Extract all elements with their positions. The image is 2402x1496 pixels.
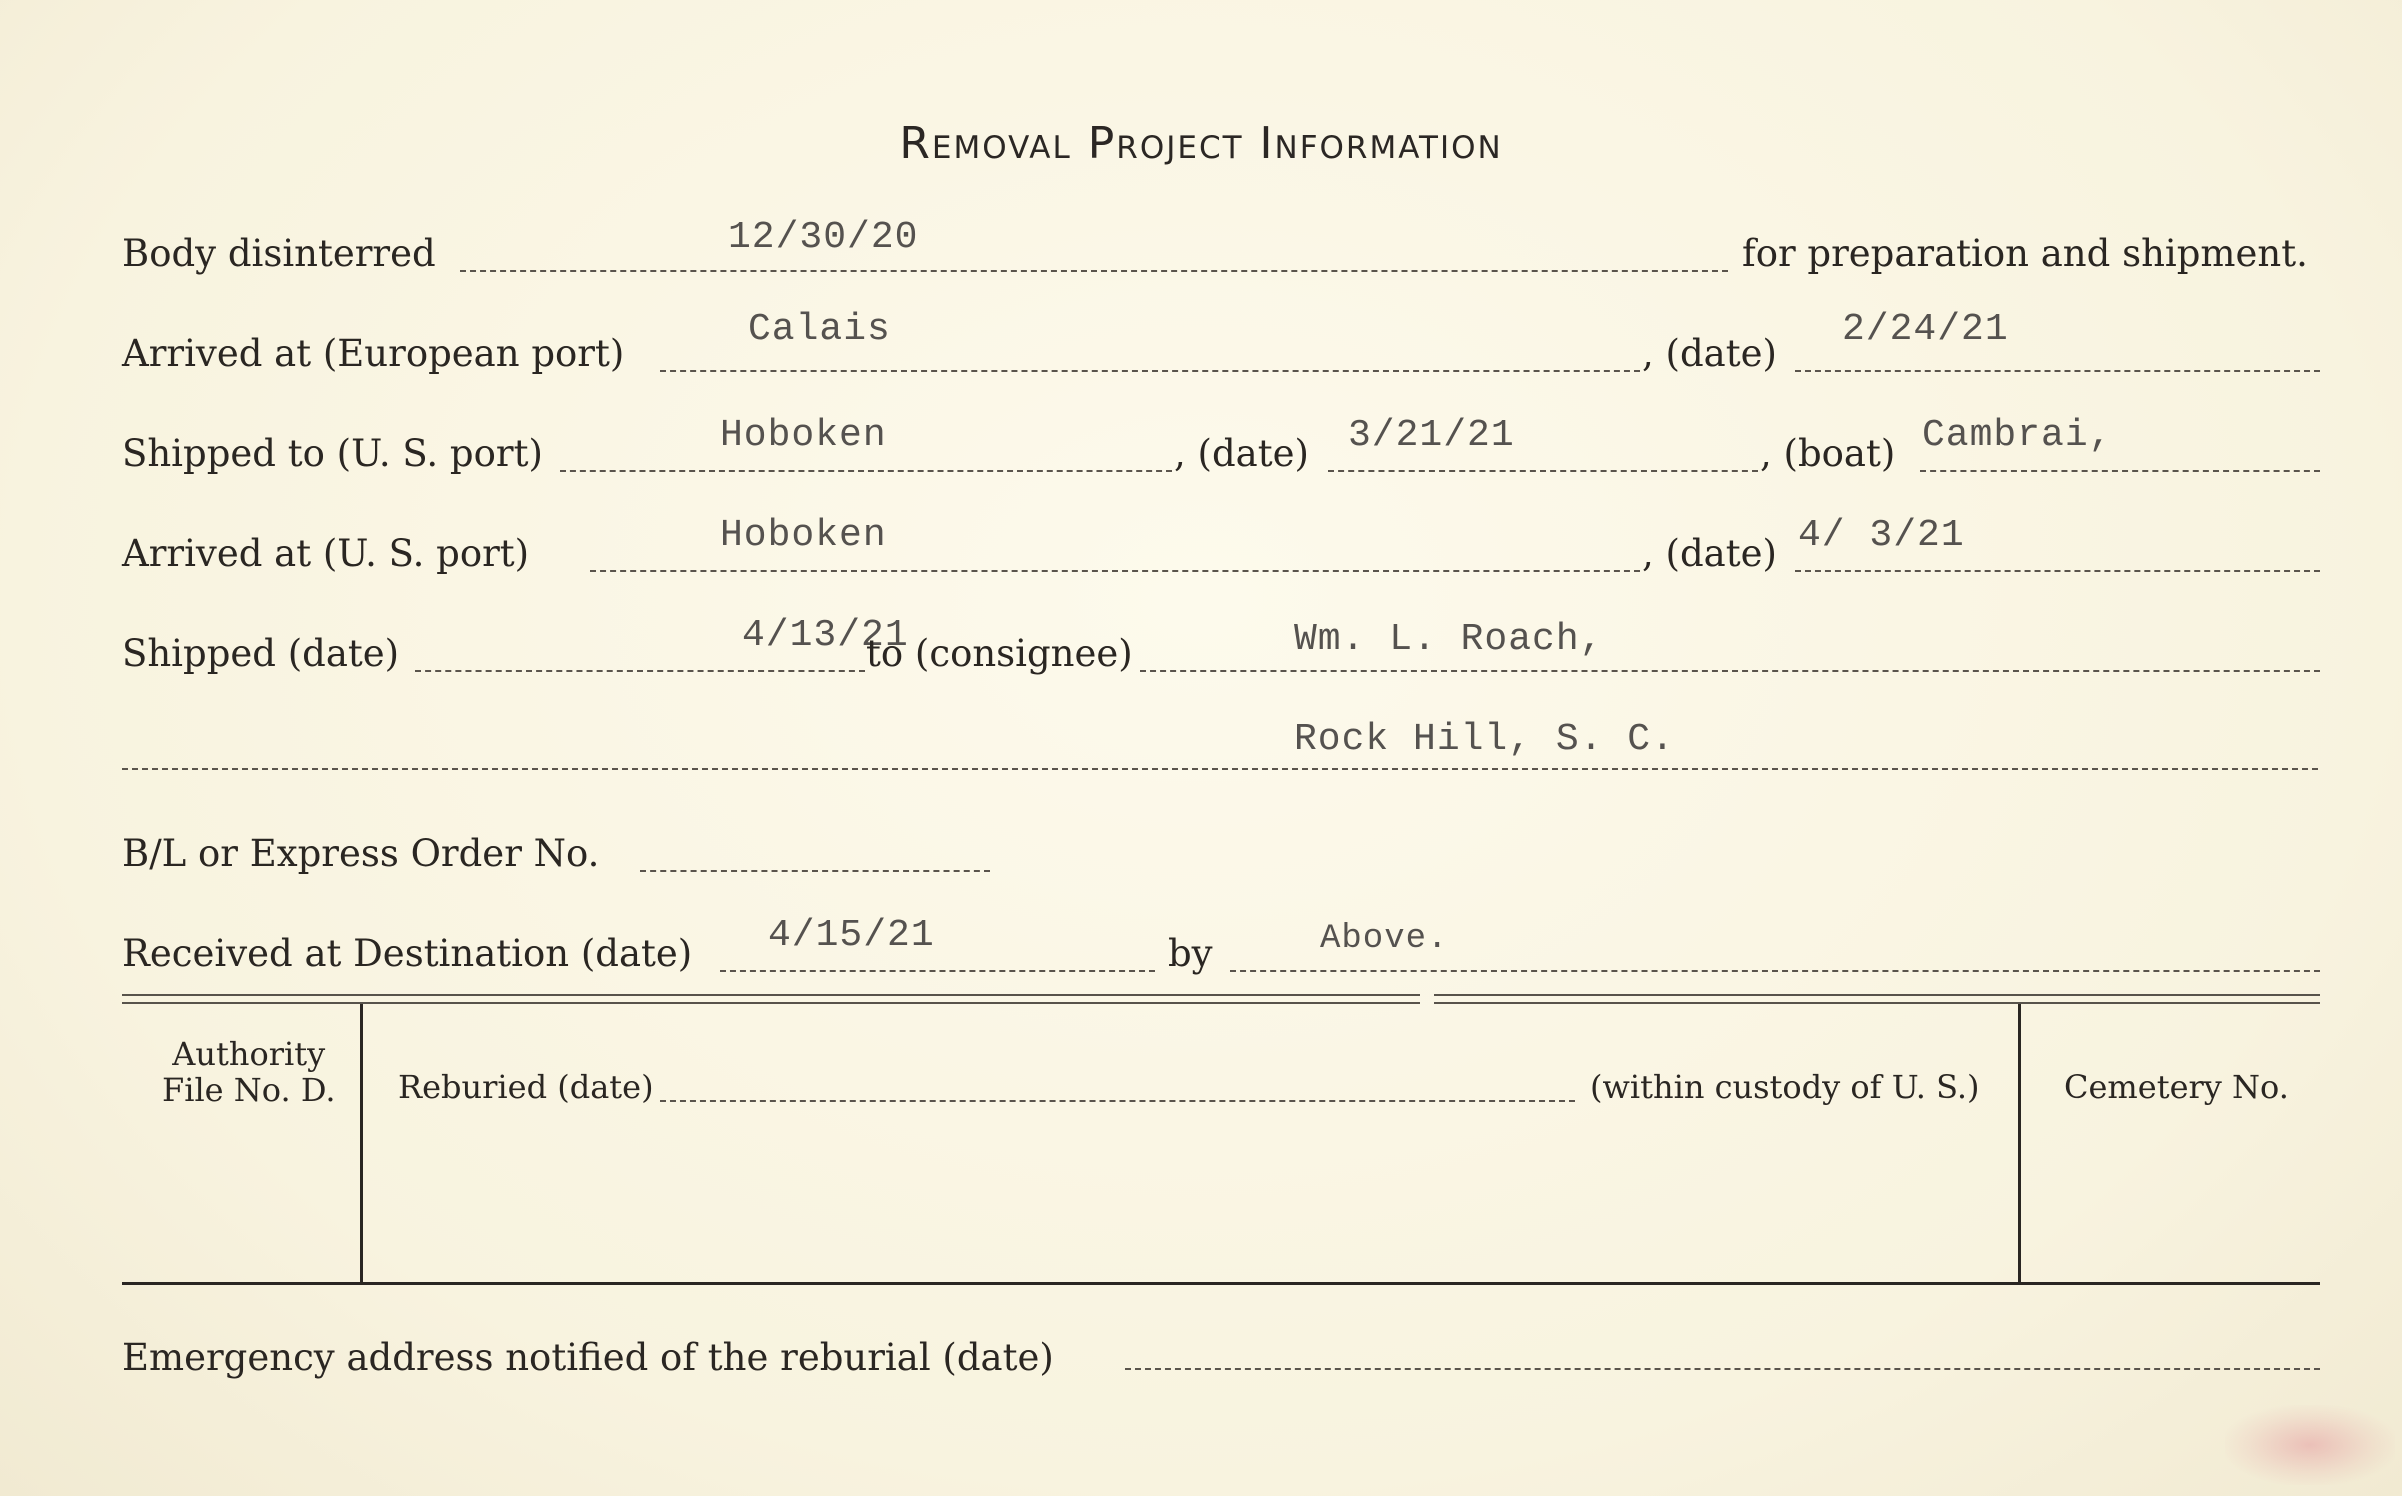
disinterred-date-value: 12/30/20 [728,216,919,259]
double-rule-left [122,994,1420,1004]
us-port-shipped-value: Hoboken [720,414,887,457]
emergency-address-label: Emergency address notified of the reburial (date) [122,1336,1054,1379]
received-by-value: Above. [1320,920,1449,958]
consignee-address-value: Rock Hill, S. C. [1294,718,1675,761]
consignee-line [1140,670,2320,672]
by-label: by [1168,932,1213,975]
boat-label: , (boat) [1760,432,1896,475]
card-title: Removal Project Information [899,118,1503,169]
us-arrival-date-label: , (date) [1642,532,1777,575]
arrived-european-label: Arrived at (European port) [122,332,625,375]
authority-file-label [162,1036,336,1108]
received-date-value: 4/15/21 [768,914,935,957]
us-port-arrived-value: Hoboken [720,514,887,557]
us-arrival-date-value: 4/ 3/21 [1798,514,1965,557]
to-consignee-label: to (consignee) [866,632,1133,675]
received-date-line [720,970,1155,972]
shipped-date-row-line [415,670,865,672]
european-date-label: , (date) [1642,332,1777,375]
european-date-line [1795,370,2320,372]
double-rule-right [1434,994,2320,1004]
european-port-value: Calais [748,308,891,351]
for-preparation-label: for preparation and shipment. [1742,232,2308,275]
emergency-address-line [1125,1368,2320,1370]
within-custody-label: (within custody of U. S.) [1590,1068,1980,1106]
shipped-to-us-label: Shipped to (U. S. port) [122,432,543,475]
authority-line-2: File No. D. [162,1071,336,1109]
reburied-date-label: Reburied (date) [398,1068,654,1106]
consignee-name-value: Wm. L. Roach, [1294,618,1604,661]
shipped-date-row-label: Shipped (date) [122,632,400,675]
bl-express-line [640,870,990,872]
received-by-line [1230,970,2320,972]
us-arrival-date-line [1795,570,2320,572]
shipped-date-label: , (date) [1174,432,1309,475]
reburied-date-line [660,1100,1575,1102]
authority-line-1: Authority [172,1035,326,1073]
consignee-address-line [122,768,2318,770]
boat-line [1920,470,2320,472]
shipped-to-us-line [560,470,1172,472]
box-divider-left [360,1004,363,1282]
ink-stamp-mark [2225,1405,2395,1485]
cemetery-no-label: Cemetery No. [2064,1068,2289,1106]
box-bottom-rule [122,1282,2320,1285]
shipped-date-value: 3/21/21 [1348,414,1515,457]
arrived-us-label: Arrived at (U. S. port) [122,532,530,575]
body-disinterred-line [460,270,1728,272]
received-destination-label: Received at Destination (date) [122,932,693,975]
european-port-line [660,370,1640,372]
european-arrival-date-value: 2/24/21 [1842,308,2009,351]
arrived-us-line [590,570,1640,572]
body-disinterred-label: Body disinterred [122,232,436,275]
shipped-date-line [1328,470,1758,472]
box-divider-right [2018,1004,2021,1282]
shipped-to-consignee-date-value: 4/13/21 [742,614,909,657]
bl-express-label: B/L or Express Order No. [122,832,600,875]
boat-value: Cambrai, [1922,414,2113,457]
